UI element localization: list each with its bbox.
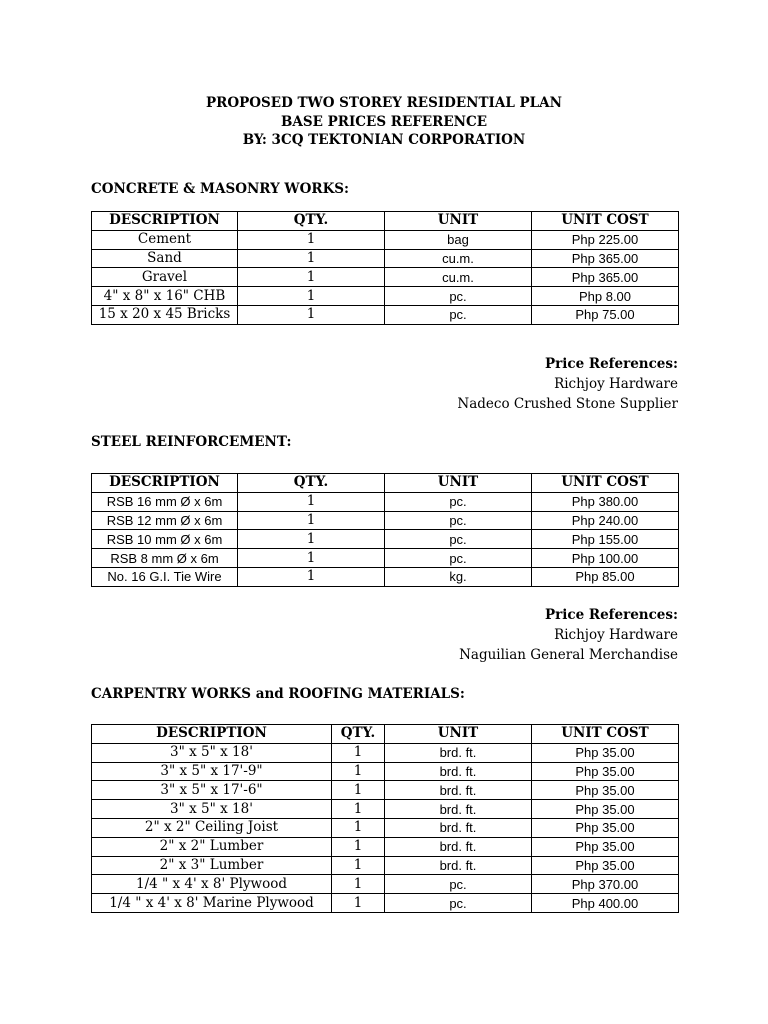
column-header-qty: QTY. <box>238 212 385 231</box>
cell-description: 3" x 5" x 18' <box>92 743 332 762</box>
price-references-concrete <box>457 354 678 414</box>
cell-unit: brd. ft. <box>385 781 532 800</box>
cell-qty: 1 <box>332 818 385 837</box>
price-references-steel <box>459 605 678 665</box>
column-header-unit: UNIT <box>385 725 532 744</box>
table-row <box>92 230 679 249</box>
cell-unit: brd. ft. <box>385 818 532 837</box>
column-header-description: DESCRIPTION <box>92 474 238 493</box>
cell-qty: 1 <box>238 287 385 306</box>
cell-description: 2" x 2" Lumber <box>92 837 332 856</box>
cell-description: 15 x 20 x 45 Bricks <box>92 305 238 324</box>
cell-unit-cost: Php 85.00 <box>532 567 679 586</box>
cell-unit-cost: Php 240.00 <box>532 511 679 530</box>
cell-unit: brd. ft. <box>385 856 532 875</box>
cell-description: 2" x 2" Ceiling Joist <box>92 818 332 837</box>
cell-unit-cost: Php 35.00 <box>532 837 679 856</box>
table-row <box>92 875 679 894</box>
table-row <box>92 549 679 568</box>
cell-unit-cost: Php 400.00 <box>532 894 679 913</box>
cell-qty: 1 <box>332 781 385 800</box>
price-reference-item: Nadeco Crushed Stone Supplier <box>457 396 678 412</box>
cell-unit: kg. <box>385 567 532 586</box>
cell-unit-cost: Php 35.00 <box>532 743 679 762</box>
cell-unit: cu.m. <box>385 249 532 268</box>
cell-qty: 1 <box>332 762 385 781</box>
cell-unit-cost: Php 100.00 <box>532 549 679 568</box>
cell-qty: 1 <box>332 856 385 875</box>
column-header-unit: UNIT <box>385 212 532 231</box>
cell-unit: pc. <box>385 894 532 913</box>
column-header-qty: QTY. <box>238 474 385 493</box>
table-row <box>92 530 679 549</box>
column-header-qty: QTY. <box>332 725 385 744</box>
section-heading-concrete: CONCRETE & MASONRY WORKS: <box>91 181 350 197</box>
cell-qty: 1 <box>238 230 385 249</box>
cell-unit-cost: Php 8.00 <box>532 287 679 306</box>
cell-qty: 1 <box>238 249 385 268</box>
section-heading-steel: STEEL REINFORCEMENT: <box>91 434 292 450</box>
title-line-3: BY: 3CQ TEKTONIAN CORPORATION <box>242 132 526 148</box>
cell-description: No. 16 G.I. Tie Wire <box>92 567 238 586</box>
cell-unit-cost: Php 225.00 <box>532 230 679 249</box>
table-row <box>92 856 679 875</box>
cell-unit: brd. ft. <box>385 743 532 762</box>
cell-description: RSB 12 mm Ø x 6m <box>92 511 238 530</box>
table-row <box>92 249 679 268</box>
cell-unit: pc. <box>385 530 532 549</box>
cell-description: 3" x 5" x 18' <box>92 800 332 819</box>
cell-unit: cu.m. <box>385 268 532 287</box>
cell-qty: 1 <box>238 511 385 530</box>
cell-unit-cost: Php 75.00 <box>532 305 679 324</box>
cell-description: 3" x 5" x 17'-9" <box>92 762 332 781</box>
column-header-description: DESCRIPTION <box>92 725 332 744</box>
table-row <box>92 894 679 913</box>
price-reference-item: Richjoy Hardware <box>554 376 678 392</box>
table-header-row <box>92 212 679 231</box>
table-row <box>92 762 679 781</box>
cell-unit: brd. ft. <box>385 837 532 856</box>
table-row <box>92 268 679 287</box>
cell-unit-cost: Php 35.00 <box>532 762 679 781</box>
cell-unit-cost: Php 35.00 <box>532 856 679 875</box>
cell-qty: 1 <box>238 549 385 568</box>
table-concrete-masonry <box>91 211 679 325</box>
table-header-row <box>92 725 679 744</box>
cell-qty: 1 <box>238 268 385 287</box>
cell-qty: 1 <box>238 492 385 511</box>
title-line-2: BASE PRICES REFERENCE <box>280 113 488 130</box>
cell-description: RSB 8 mm Ø x 6m <box>92 549 238 568</box>
cell-qty: 1 <box>332 894 385 913</box>
cell-unit: pc. <box>385 875 532 894</box>
table-row <box>92 492 679 511</box>
cell-unit: pc. <box>385 492 532 511</box>
document-title <box>0 94 768 150</box>
table-row <box>92 511 679 530</box>
cell-unit-cost: Php 35.00 <box>532 818 679 837</box>
price-references-title: Price References: <box>544 356 678 372</box>
section-heading-carpentry: CARPENTRY WORKS and ROOFING MATERIALS: <box>91 686 465 702</box>
title-line-1: PROPOSED TWO STOREY RESIDENTIAL PLAN <box>206 95 562 111</box>
cell-description: Sand <box>92 249 238 268</box>
price-reference-item: Naguilian General Merchandise <box>459 647 678 663</box>
cell-unit: pc. <box>385 549 532 568</box>
cell-description: 3" x 5" x 17'-6" <box>92 781 332 800</box>
cell-unit-cost: Php 35.00 <box>532 781 679 800</box>
cell-description: RSB 10 mm Ø x 6m <box>92 530 238 549</box>
cell-unit-cost: Php 365.00 <box>532 268 679 287</box>
table-header-row <box>92 474 679 493</box>
table-row <box>92 837 679 856</box>
cell-qty: 1 <box>332 837 385 856</box>
cell-unit-cost: Php 155.00 <box>532 530 679 549</box>
table-steel-reinforcement <box>91 473 679 587</box>
cell-description: Cement <box>92 230 238 249</box>
price-reference-item: Richjoy Hardware <box>554 627 678 643</box>
cell-description: 4" x 8" x 16" CHB <box>92 287 238 306</box>
cell-description: 1/4 " x 4' x 8' Plywood <box>92 875 332 894</box>
table-row <box>92 743 679 762</box>
cell-unit-cost: Php 380.00 <box>532 492 679 511</box>
table-row <box>92 800 679 819</box>
cell-unit: brd. ft. <box>385 800 532 819</box>
cell-description: Gravel <box>92 268 238 287</box>
cell-description: 2" x 3" Lumber <box>92 856 332 875</box>
cell-unit: pc. <box>385 511 532 530</box>
cell-unit-cost: Php 35.00 <box>532 800 679 819</box>
cell-qty: 1 <box>238 530 385 549</box>
cell-unit-cost: Php 365.00 <box>532 249 679 268</box>
cell-unit-cost: Php 370.00 <box>532 875 679 894</box>
cell-unit: brd. ft. <box>385 762 532 781</box>
table-row <box>92 781 679 800</box>
cell-qty: 1 <box>332 875 385 894</box>
column-header-unit-cost: UNIT COST <box>532 474 679 493</box>
column-header-unit: UNIT <box>385 474 532 493</box>
table-row <box>92 567 679 586</box>
column-header-unit-cost: UNIT COST <box>532 725 679 744</box>
cell-qty: 1 <box>332 743 385 762</box>
table-carpentry-roofing <box>91 724 679 913</box>
cell-description: RSB 16 mm Ø x 6m <box>92 492 238 511</box>
cell-qty: 1 <box>332 800 385 819</box>
cell-qty: 1 <box>238 567 385 586</box>
cell-qty: 1 <box>238 305 385 324</box>
table-row <box>92 305 679 324</box>
table-row <box>92 287 679 306</box>
cell-description: 1/4 " x 4' x 8' Marine Plywood <box>92 894 332 913</box>
cell-unit: pc. <box>385 287 532 306</box>
table-row <box>92 818 679 837</box>
cell-unit: pc. <box>385 305 532 324</box>
cell-unit: bag <box>385 230 532 249</box>
column-header-description: DESCRIPTION <box>92 212 238 231</box>
column-header-unit-cost: UNIT COST <box>532 212 679 231</box>
price-references-title: Price References: <box>544 607 678 623</box>
